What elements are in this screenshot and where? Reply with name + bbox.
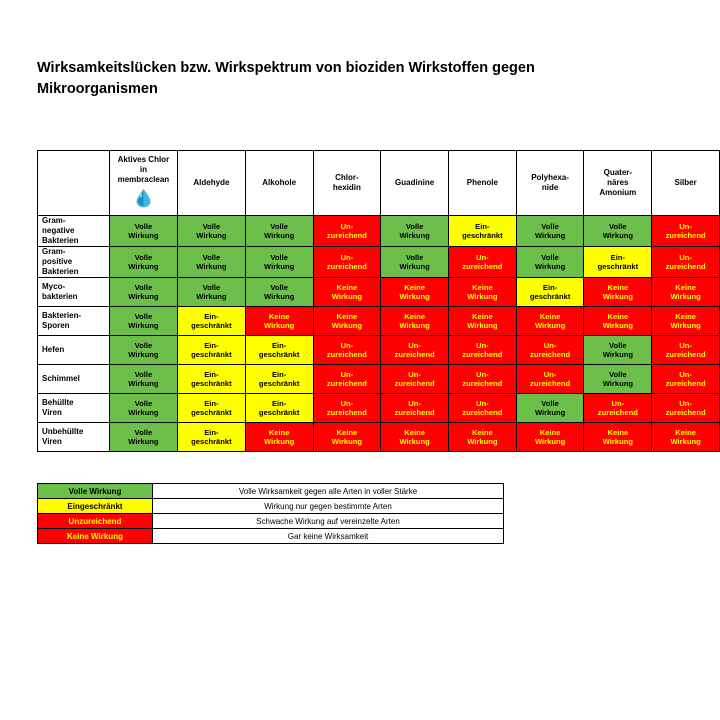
cell-line2: Wirkung xyxy=(399,231,430,240)
cell-line1: Un- xyxy=(340,398,354,408)
cell-line2: geschränkt xyxy=(258,350,300,359)
cell-line1: Ein- xyxy=(204,340,219,350)
cell-line2: Wirkung xyxy=(670,292,701,301)
cell-line2: Wirkung xyxy=(264,231,295,240)
matrix-header-row xyxy=(38,151,720,216)
cell-line2: Wirkung xyxy=(602,292,633,301)
cell-line1: Volle xyxy=(541,252,559,262)
legend-row xyxy=(38,484,504,499)
matrix-cell xyxy=(516,216,584,247)
cell-line2: Wirkung xyxy=(602,321,633,330)
column-header-line2: hexidin xyxy=(332,183,361,192)
cell-line2: Wirkung xyxy=(128,408,159,417)
cell-line2: Wirkung xyxy=(670,437,701,446)
table-row xyxy=(38,365,720,394)
cell-line2: Wirkung xyxy=(670,321,701,330)
cell-line1: Keine xyxy=(336,427,358,437)
cell-line1: Un- xyxy=(679,340,692,350)
matrix-cell xyxy=(245,278,313,307)
matrix-cell xyxy=(245,365,313,394)
cell-line2: zureichend xyxy=(326,262,367,271)
cell-line1: Keine xyxy=(607,427,629,437)
matrix-cell xyxy=(245,247,313,278)
column-header-line1: Phenole xyxy=(466,178,498,187)
cell-line2: zureichend xyxy=(530,350,571,359)
matrix-cell xyxy=(448,423,516,452)
cell-line1: Keine xyxy=(472,282,493,292)
cell-line2: zureichend xyxy=(665,408,706,417)
matrix-cell xyxy=(245,216,313,247)
cell-line1: Ein- xyxy=(271,340,287,350)
column-header-phenole xyxy=(448,151,516,216)
cell-line2: Wirkung xyxy=(128,321,159,330)
table-row xyxy=(38,423,720,452)
row-header-gram-positive-bakterien xyxy=(38,247,110,278)
cell-line1: Un- xyxy=(340,221,354,231)
cell-line2: Wirkung xyxy=(467,321,498,330)
cell-line2: Wirkung xyxy=(264,262,295,271)
cell-line2: Wirkung xyxy=(467,437,498,446)
column-header-line1: Silber xyxy=(674,178,697,187)
cell-line1: Keine xyxy=(675,427,696,437)
water-drop-icon xyxy=(110,188,177,211)
matrix-cell xyxy=(448,365,516,394)
cell-line2: zureichend xyxy=(462,408,503,417)
matrix-header xyxy=(38,151,720,216)
cell-line1: Un- xyxy=(340,369,354,379)
cell-line2: Wirkung xyxy=(196,231,227,240)
cell-line2: Wirkung xyxy=(534,437,566,446)
column-header-line1: Polyhexa- xyxy=(531,173,569,182)
matrix-cell xyxy=(584,336,652,365)
cell-line1: Keine xyxy=(539,427,561,437)
matrix-cell xyxy=(381,365,449,394)
cell-line1: Volle xyxy=(405,221,424,231)
cell-line1: Un- xyxy=(476,252,489,262)
cell-line1: Keine xyxy=(336,282,358,292)
cell-line2: Wirkung xyxy=(331,292,363,301)
cell-line2: Wirkung xyxy=(534,321,566,330)
cell-line1: Volle xyxy=(405,252,424,262)
row-header-hefen xyxy=(38,336,110,365)
matrix-cell xyxy=(178,307,246,336)
matrix-cell xyxy=(109,247,177,278)
cell-line2: geschränkt xyxy=(462,231,503,240)
matrix-cell xyxy=(516,394,584,423)
legend-key-unzureichend: Unzureichend xyxy=(38,514,153,529)
cell-line2: geschränkt xyxy=(258,408,300,417)
matrix-cell xyxy=(178,336,246,365)
column-header-line1: Quater- xyxy=(603,168,633,177)
row-header-behuellte-viren xyxy=(38,394,110,423)
column-header-polyhexanide xyxy=(516,151,584,216)
cell-line1: Volle xyxy=(270,252,288,262)
column-header-quaternaeres-amonium xyxy=(584,151,652,216)
legend-row xyxy=(38,499,504,514)
row-header-line1: Myco- xyxy=(42,282,66,291)
cell-line1: Volle xyxy=(541,398,559,408)
matrix-cell xyxy=(245,307,313,336)
cell-line1: Un- xyxy=(408,340,421,350)
cell-line2: Wirkung xyxy=(467,292,498,301)
cell-line1: Volle xyxy=(202,282,221,292)
column-header-line1: Guadinine xyxy=(395,178,435,187)
row-header-line2: Viren xyxy=(42,408,62,417)
matrix-cell xyxy=(516,247,584,278)
cell-line1: Un- xyxy=(476,369,489,379)
cell-line1: Volle xyxy=(134,221,153,231)
cell-line1: Keine xyxy=(404,427,425,437)
cell-line2: Wirkung xyxy=(196,292,227,301)
matrix-cell xyxy=(448,394,516,423)
row-header-line2: bakterien xyxy=(42,292,78,301)
column-header-line2: näres xyxy=(607,178,629,187)
cell-line2: zureichend xyxy=(326,379,367,388)
cell-line1: Volle xyxy=(134,311,153,321)
legend-desc-eingeschraenkt: Wirkung nur gegen bestimmte Arten xyxy=(153,499,504,514)
cell-line1: Volle xyxy=(270,282,288,292)
matrix-cell xyxy=(313,216,381,247)
cell-line1: Keine xyxy=(539,311,561,321)
cell-line2: geschränkt xyxy=(258,379,300,388)
legend-desc-volle-wirkung: Volle Wirksamkeit gegen alle Arten in voller Stärke xyxy=(153,484,504,499)
cell-line1: Un- xyxy=(679,252,692,262)
cell-line2: Wirkung xyxy=(128,262,159,271)
matrix-cell xyxy=(448,247,516,278)
cell-line1: Volle xyxy=(202,252,221,262)
legend-key-volle-wirkung: Volle Wirkung xyxy=(38,484,153,499)
matrix-cell xyxy=(178,394,246,423)
cell-line2: Wirkung xyxy=(602,231,633,240)
matrix-cell xyxy=(381,216,449,247)
matrix-body xyxy=(38,216,720,452)
legend-table xyxy=(37,483,504,544)
matrix-cell xyxy=(652,247,720,278)
cell-line2: geschränkt xyxy=(191,437,232,446)
cell-line1: Un- xyxy=(543,340,557,350)
cell-line1: Keine xyxy=(336,311,358,321)
cell-line2: Wirkung xyxy=(128,350,159,359)
cell-line1: Volle xyxy=(134,369,153,379)
cell-line2: Wirkung xyxy=(399,292,430,301)
cell-line2: Wirkung xyxy=(264,437,295,446)
row-header-line1: Gram- xyxy=(42,247,66,256)
cell-line2: zureichend xyxy=(394,408,435,417)
legend-desc-keine-wirkung: Gar keine Wirksamkeit xyxy=(153,529,504,544)
matrix-cell xyxy=(381,307,449,336)
matrix-cell xyxy=(381,247,449,278)
cell-line1: Keine xyxy=(607,282,629,292)
cell-line2: Wirkung xyxy=(534,262,566,271)
row-header-mycobakterien xyxy=(38,278,110,307)
matrix-cell xyxy=(313,423,381,452)
cell-line1: Keine xyxy=(675,311,696,321)
cell-line1: Ein- xyxy=(542,282,558,292)
cell-line2: geschränkt xyxy=(597,262,639,271)
cell-line1: Keine xyxy=(472,311,493,321)
column-header-line1: Aktives Chlor xyxy=(117,155,170,164)
matrix-cell xyxy=(109,394,177,423)
cell-line2: Wirkung xyxy=(602,437,633,446)
table-row xyxy=(38,216,720,247)
column-header-line3: membraclean xyxy=(117,175,170,184)
cell-line1: Keine xyxy=(268,311,290,321)
cell-line2: geschränkt xyxy=(191,350,232,359)
cell-line1: Un- xyxy=(679,221,692,231)
cell-line1: Keine xyxy=(675,282,696,292)
matrix-cell xyxy=(313,365,381,394)
matrix-cell xyxy=(245,394,313,423)
row-header-line3: Bakterien xyxy=(42,267,79,276)
cell-line1: Volle xyxy=(202,221,221,231)
legend-desc-unzureichend: Schwache Wirkung auf vereinzelte Arten xyxy=(153,514,504,529)
cell-line2: Wirkung xyxy=(196,262,227,271)
cell-line2: Wirkung xyxy=(128,231,159,240)
cell-line2: zureichend xyxy=(462,350,503,359)
row-header-line2: Sporen xyxy=(42,321,70,330)
matrix-cell xyxy=(584,278,652,307)
cell-line1: Un- xyxy=(679,369,692,379)
matrix-cell xyxy=(109,365,177,394)
cell-line2: zureichend xyxy=(326,408,367,417)
cell-line2: Wirkung xyxy=(128,437,159,446)
column-header-alkohole xyxy=(245,151,313,216)
cell-line2: zureichend xyxy=(665,262,706,271)
cell-line1: Ein- xyxy=(204,398,219,408)
matrix-cell xyxy=(516,278,584,307)
cell-line2: geschränkt xyxy=(191,379,232,388)
table-row xyxy=(38,307,720,336)
legend-key-eingeschraenkt: Eingeschränkt xyxy=(38,499,153,514)
matrix-cell xyxy=(448,278,516,307)
cell-line2: zureichend xyxy=(326,231,367,240)
matrix-cell xyxy=(652,394,720,423)
cell-line1: Volle xyxy=(541,221,559,231)
matrix-cell xyxy=(652,336,720,365)
matrix-cell xyxy=(652,278,720,307)
cell-line1: Ein- xyxy=(204,427,219,437)
cell-line1: Keine xyxy=(404,282,425,292)
cell-line2: zureichend xyxy=(326,350,367,359)
matrix-cell xyxy=(245,336,313,365)
column-header-line1: Aldehyde xyxy=(193,178,230,187)
column-header-line1: Alkohole xyxy=(262,178,297,187)
matrix-cell xyxy=(584,394,652,423)
cell-line2: zureichend xyxy=(462,262,503,271)
row-header-schimmel xyxy=(38,365,110,394)
cell-line1: Keine xyxy=(404,311,425,321)
matrix-cell xyxy=(584,423,652,452)
matrix-cell xyxy=(652,216,720,247)
row-header-line1: Schimmel xyxy=(42,374,80,383)
cell-line2: zureichend xyxy=(665,379,706,388)
row-header-line3: Bakterien xyxy=(42,236,79,245)
efficacy-matrix-table xyxy=(37,150,720,452)
matrix-cell xyxy=(652,307,720,336)
cell-line1: Volle xyxy=(609,221,627,231)
matrix-cell xyxy=(178,278,246,307)
cell-line2: zureichend xyxy=(597,408,638,417)
column-header-line2: in xyxy=(139,165,147,174)
cell-line1: Un- xyxy=(408,398,421,408)
matrix-cell xyxy=(178,247,246,278)
cell-line1: Un- xyxy=(408,369,421,379)
cell-line1: Volle xyxy=(270,221,288,231)
legend-row xyxy=(38,514,504,529)
cell-line1: Ein- xyxy=(204,369,219,379)
column-header-chlorhexidin xyxy=(313,151,381,216)
legend-row xyxy=(38,529,504,544)
cell-line2: zureichend xyxy=(462,379,503,388)
matrix-cell xyxy=(313,336,381,365)
matrix-cell xyxy=(109,216,177,247)
cell-line2: Wirkung xyxy=(399,437,430,446)
legend-key-keine-wirkung: Keine Wirkung xyxy=(38,529,153,544)
matrix-cell xyxy=(313,247,381,278)
matrix-cell xyxy=(516,365,584,394)
cell-line1: Volle xyxy=(134,252,153,262)
cell-line1: Volle xyxy=(134,398,153,408)
matrix-cell xyxy=(109,423,177,452)
cell-line2: Wirkung xyxy=(399,321,430,330)
row-header-line1: Unbehüllte xyxy=(42,427,84,436)
table-row xyxy=(38,394,720,423)
matrix-corner-cell xyxy=(38,151,110,216)
cell-line2: geschränkt xyxy=(191,408,232,417)
cell-line2: Wirkung xyxy=(264,292,295,301)
matrix-cell xyxy=(584,307,652,336)
matrix-cell xyxy=(584,216,652,247)
cell-line1: Keine xyxy=(607,311,629,321)
cell-line1: Ein- xyxy=(204,311,219,321)
cell-line1: Ein- xyxy=(271,398,287,408)
cell-line2: geschränkt xyxy=(191,321,232,330)
cell-line2: Wirkung xyxy=(534,231,566,240)
cell-line1: Un- xyxy=(476,340,489,350)
matrix-cell xyxy=(516,336,584,365)
page-title: Wirksamkeitslücken bzw. Wirkspektrum von bioziden Wirkstoffen gegen Mikroorganismen xyxy=(37,60,535,98)
matrix-cell xyxy=(584,247,652,278)
cell-line2: Wirkung xyxy=(264,321,295,330)
matrix-cell xyxy=(516,307,584,336)
matrix-cell xyxy=(381,423,449,452)
cell-line2: zureichend xyxy=(394,379,435,388)
matrix-cell xyxy=(516,423,584,452)
table-row xyxy=(38,247,720,278)
matrix-cell xyxy=(381,278,449,307)
cell-line2: zureichend xyxy=(665,350,706,359)
column-header-line1: Chlor- xyxy=(335,173,359,182)
matrix-cell xyxy=(109,278,177,307)
column-header-silber xyxy=(652,151,720,216)
cell-line1: Volle xyxy=(134,340,153,350)
cell-line2: Wirkung xyxy=(602,379,633,388)
cell-line1: Volle xyxy=(134,427,153,437)
row-header-line1: Bakterien- xyxy=(42,311,82,320)
column-header-guadinine xyxy=(381,151,449,216)
matrix-cell xyxy=(448,216,516,247)
matrix-cell xyxy=(109,307,177,336)
cell-line1: Un- xyxy=(340,252,354,262)
matrix-cell xyxy=(109,336,177,365)
cell-line2: Wirkung xyxy=(602,350,633,359)
cell-line1: Keine xyxy=(472,427,493,437)
matrix-cell xyxy=(178,365,246,394)
cell-line2: zureichend xyxy=(530,379,571,388)
cell-line1: Ein- xyxy=(475,221,490,231)
legend-body xyxy=(38,484,504,544)
matrix-cell xyxy=(652,423,720,452)
cell-line2: zureichend xyxy=(394,350,435,359)
matrix-cell xyxy=(584,365,652,394)
cell-line1: Ein- xyxy=(271,369,287,379)
matrix-cell xyxy=(448,307,516,336)
matrix-cell xyxy=(652,365,720,394)
matrix-cell xyxy=(245,423,313,452)
row-header-line2: positive xyxy=(42,257,73,266)
cell-line2: Wirkung xyxy=(331,437,363,446)
row-header-line2: negative xyxy=(42,226,75,235)
cell-line2: geschränkt xyxy=(529,292,571,301)
cell-line1: Volle xyxy=(609,340,627,350)
cell-line1: Keine xyxy=(268,427,290,437)
row-header-line1: Behüllte xyxy=(42,398,74,407)
column-header-aldehyde xyxy=(178,151,246,216)
row-header-gram-negative-bakterien xyxy=(38,216,110,247)
cell-line2: Wirkung xyxy=(331,321,363,330)
matrix-cell xyxy=(381,394,449,423)
cell-line2: Wirkung xyxy=(534,408,566,417)
table-row xyxy=(38,336,720,365)
cell-line2: Wirkung xyxy=(399,262,430,271)
cell-line2: Wirkung xyxy=(128,292,159,301)
matrix-cell xyxy=(313,278,381,307)
column-header-line2: nide xyxy=(541,183,559,192)
matrix-cell xyxy=(448,336,516,365)
matrix-cell xyxy=(381,336,449,365)
cell-line1: Un- xyxy=(340,340,354,350)
matrix-cell xyxy=(313,307,381,336)
row-header-unbehuellte-viren xyxy=(38,423,110,452)
row-header-line2: Viren xyxy=(42,437,62,446)
matrix-cell xyxy=(178,216,246,247)
cell-line1: Volle xyxy=(609,369,627,379)
matrix-cell xyxy=(178,423,246,452)
matrix-cell xyxy=(313,394,381,423)
cell-line1: Un- xyxy=(476,398,489,408)
column-header-line3: Amonium xyxy=(599,188,637,197)
row-header-line1: Gram- xyxy=(42,216,66,225)
cell-line1: Un- xyxy=(679,398,692,408)
cell-line1: Ein- xyxy=(610,252,626,262)
column-header-aktives-chlor xyxy=(109,151,177,216)
cell-line1: Volle xyxy=(134,282,153,292)
row-header-line1: Hefen xyxy=(42,345,65,354)
cell-line2: zureichend xyxy=(665,231,706,240)
cell-line1: Un- xyxy=(611,398,625,408)
cell-line2: Wirkung xyxy=(128,379,159,388)
row-header-bakterien-sporen xyxy=(38,307,110,336)
cell-line1: Un- xyxy=(543,369,557,379)
table-row xyxy=(38,278,720,307)
